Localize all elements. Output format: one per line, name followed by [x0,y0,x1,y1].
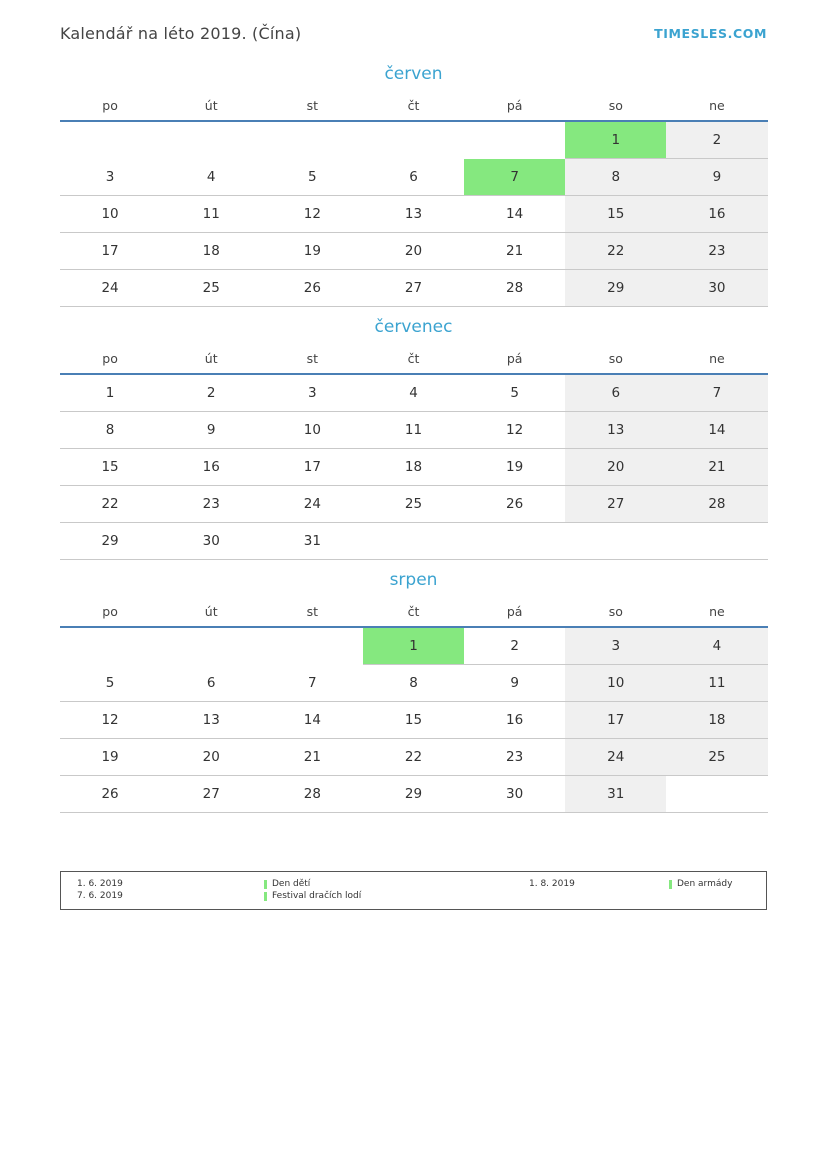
day-cell: 15 [60,449,161,486]
day-cell: 30 [666,270,767,307]
day-cell: 25 [363,486,464,523]
weekday-header: čt [363,600,464,627]
legend-date: 7. 6. 2019 [77,891,123,901]
day-cell: 21 [262,739,363,776]
day-cell-empty [666,523,767,560]
weekday-header: st [262,347,363,374]
day-cell: 11 [363,412,464,449]
month-block [0,60,827,307]
day-cell: 22 [60,486,161,523]
day-cell: 27 [161,776,262,813]
day-cell-empty [666,776,767,813]
day-cell: 29 [565,270,666,307]
week-row [60,449,768,486]
day-cell: 1 [60,374,161,412]
day-cell: 29 [363,776,464,813]
week-row [60,739,768,776]
week-row [60,121,768,159]
day-cell: 12 [262,196,363,233]
legend-name [264,878,529,890]
day-cell: 17 [60,233,161,270]
weekday-header-row [60,94,768,121]
day-cell: 26 [262,270,363,307]
day-cell: 27 [565,486,666,523]
day-cell: 4 [363,374,464,412]
day-cell: 29 [60,523,161,560]
legend-date: 1. 6. 2019 [77,879,123,889]
day-cell: 9 [464,665,565,702]
day-cell: 30 [464,776,565,813]
day-cell: 4 [161,159,262,196]
day-cell: 10 [565,665,666,702]
day-cell: 16 [464,702,565,739]
day-cell: 14 [464,196,565,233]
day-cell: 17 [565,702,666,739]
weekday-header: čt [363,94,464,121]
day-cell: 19 [464,449,565,486]
weekday-header: pá [464,600,565,627]
weekday-header: pá [464,94,565,121]
page-header [60,18,767,48]
day-cell-empty [60,627,161,665]
day-cell: 19 [262,233,363,270]
day-cell: 18 [363,449,464,486]
day-cell: 2 [161,374,262,412]
day-cell: 10 [60,196,161,233]
day-cell-holiday: 1 [565,121,666,159]
legend-name [264,890,529,902]
legend-color-marker [264,892,267,901]
weekday-header: čt [363,347,464,374]
weekday-header: ne [666,94,767,121]
legend-label: Den dětí [272,879,311,889]
day-cell-empty [464,523,565,560]
day-cell: 11 [666,665,767,702]
day-cell: 3 [262,374,363,412]
day-cell: 25 [666,739,767,776]
day-cell: 17 [262,449,363,486]
day-cell: 13 [161,702,262,739]
day-cell: 25 [161,270,262,307]
day-cell: 15 [565,196,666,233]
month-block [0,313,827,560]
weekday-header: ne [666,600,767,627]
day-cell: 8 [363,665,464,702]
month-table [60,347,768,560]
month-table [60,600,768,813]
day-cell: 23 [464,739,565,776]
day-cell: 5 [262,159,363,196]
day-cell: 30 [161,523,262,560]
weekday-header: pá [464,347,565,374]
legend-box [60,871,767,910]
day-cell-empty [363,523,464,560]
day-cell: 6 [363,159,464,196]
day-cell-holiday: 7 [464,159,565,196]
day-cell-empty [565,523,666,560]
weekday-header: út [161,347,262,374]
week-row [60,374,768,412]
legend-row [69,878,758,890]
week-row [60,523,768,560]
page-title: Kalendář na léto 2019. (Čína) [60,23,302,43]
weekday-header-row [60,600,768,627]
weekday-header: po [60,600,161,627]
weekday-header: st [262,600,363,627]
day-cell: 20 [565,449,666,486]
brand-logo: TIMESLES.COM [654,25,767,41]
day-cell: 28 [464,270,565,307]
day-cell: 19 [60,739,161,776]
week-row [60,412,768,449]
day-cell-empty [363,121,464,159]
day-cell: 20 [161,739,262,776]
day-cell: 18 [666,702,767,739]
day-cell: 5 [464,374,565,412]
day-cell: 6 [161,665,262,702]
day-cell: 2 [666,121,767,159]
day-cell-empty [262,121,363,159]
day-cell: 28 [666,486,767,523]
legend-color-marker [669,880,672,889]
day-cell-empty [262,627,363,665]
day-cell: 9 [161,412,262,449]
day-cell: 24 [262,486,363,523]
day-cell: 18 [161,233,262,270]
day-cell: 5 [60,665,161,702]
week-row [60,196,768,233]
day-cell: 3 [60,159,161,196]
day-cell: 22 [565,233,666,270]
day-cell: 8 [60,412,161,449]
legend-name [669,878,732,890]
day-cell: 21 [464,233,565,270]
day-cell: 12 [60,702,161,739]
month-title: červen [384,64,443,84]
legend-date: 1. 8. 2019 [529,879,575,889]
day-cell: 11 [161,196,262,233]
day-cell: 16 [666,196,767,233]
legend-label: Den armády [677,879,733,889]
day-cell-holiday: 1 [363,627,464,665]
legend-label: Festival dračích lodí [272,891,362,901]
months-container [0,60,827,819]
month-table [60,94,768,307]
day-cell: 21 [666,449,767,486]
day-cell: 6 [565,374,666,412]
day-cell: 23 [161,486,262,523]
day-cell: 13 [363,196,464,233]
day-cell: 15 [363,702,464,739]
month-title: červenec [374,317,453,337]
day-cell: 8 [565,159,666,196]
day-cell: 22 [363,739,464,776]
weekday-header: so [565,94,666,121]
week-row [60,665,768,702]
day-cell: 12 [464,412,565,449]
weekday-header-row [60,347,768,374]
week-row [60,233,768,270]
day-cell: 9 [666,159,767,196]
day-cell-empty [161,627,262,665]
day-cell: 31 [565,776,666,813]
day-cell: 14 [666,412,767,449]
day-cell-empty [464,121,565,159]
weekday-header: so [565,600,666,627]
week-row [60,270,768,307]
day-cell: 28 [262,776,363,813]
weekday-header: út [161,94,262,121]
day-cell: 16 [161,449,262,486]
week-row [60,702,768,739]
month-block [0,566,827,813]
weekday-header: so [565,347,666,374]
day-cell: 27 [363,270,464,307]
day-cell: 7 [666,374,767,412]
day-cell: 2 [464,627,565,665]
legend-row [69,890,758,902]
week-row [60,776,768,813]
weekday-header: ne [666,347,767,374]
day-cell: 23 [666,233,767,270]
day-cell: 31 [262,523,363,560]
day-cell: 14 [262,702,363,739]
day-cell: 13 [565,412,666,449]
weekday-header: po [60,94,161,121]
week-row [60,627,768,665]
day-cell: 4 [666,627,767,665]
day-cell-empty [161,121,262,159]
day-cell: 20 [363,233,464,270]
day-cell: 7 [262,665,363,702]
legend-color-marker [264,880,267,889]
day-cell-empty [60,121,161,159]
week-row [60,159,768,196]
day-cell: 3 [565,627,666,665]
month-title: srpen [389,570,438,590]
weekday-header: út [161,600,262,627]
weekday-header: st [262,94,363,121]
weekday-header: po [60,347,161,374]
week-row [60,486,768,523]
day-cell: 26 [464,486,565,523]
day-cell: 24 [60,270,161,307]
day-cell: 24 [565,739,666,776]
day-cell: 10 [262,412,363,449]
day-cell: 26 [60,776,161,813]
